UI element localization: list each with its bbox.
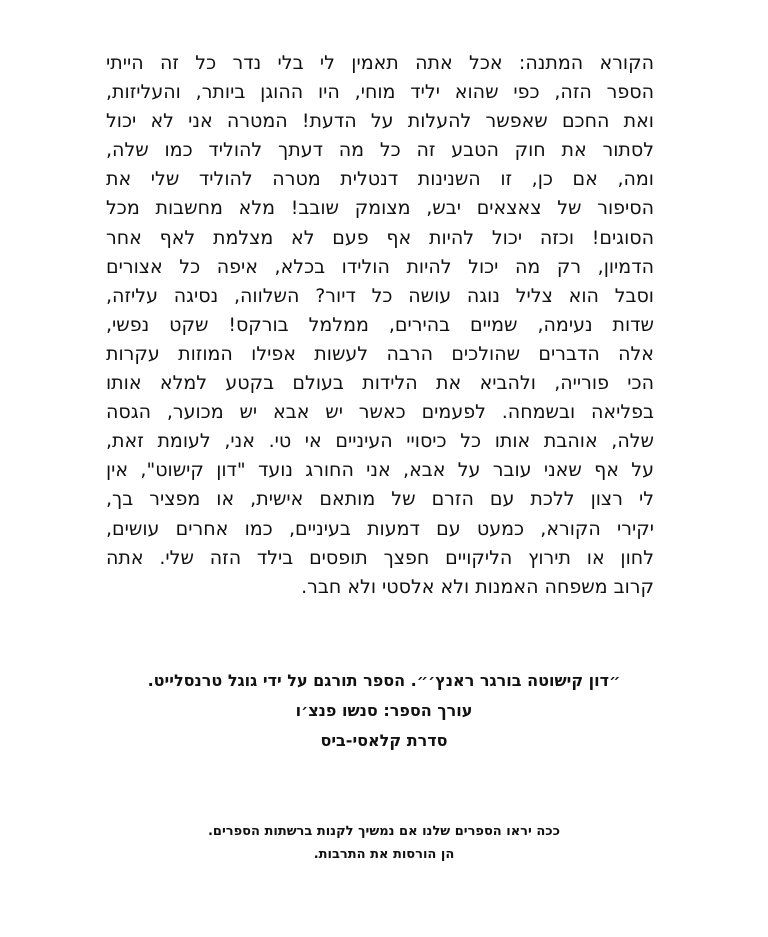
body-line: בפליאה ובשמחה. לפעמים כאשר יש אבא יש מכוער, הגסה xyxy=(106,401,654,424)
body-line: הכי פורייה, ולהביא את הלידות בעולם בקטע למלא אותו xyxy=(106,372,654,395)
book-credits xyxy=(60,666,708,756)
body-line: לחון או תירוץ הליקויים חפצך תופסים בילד הזה שלי. אתה xyxy=(106,546,654,569)
body-line: שדות נעימה, שמיים בהירים, ממלמל בורקס! שקט נפשי, xyxy=(106,313,654,336)
body-line: הסוגים! וכזה יכול להיות אף פעם לא מצלמת לאף אחר xyxy=(106,226,654,249)
footer-line-2: הן הורסות את התרבות. xyxy=(313,847,455,862)
body-line: הסיפור של צאצאים יבש, מצומק שובב! מלא מחשבות מכל xyxy=(106,197,654,220)
body-paragraph xyxy=(106,49,654,602)
footer-note xyxy=(60,820,708,866)
credits-series-line: סדרת קלאסי-ביס xyxy=(320,731,448,750)
body-line: לסתור את חוק הטבע זה כל מה דעתך להוליד כמו שלה, xyxy=(106,139,654,162)
body-line: לי רצון ללכת עם הזרם של מותאם אישית, או מפציר בך, xyxy=(106,488,654,511)
body-line: הקורא המתנה: אכל אתה תאמין לי בלי נדר כל זה הייתי xyxy=(106,52,654,74)
body-line: שלה, אוהבת אותו כל כיסויי העיניים אי טי. אני, לעומת זאת, xyxy=(106,430,654,453)
body-line-last: קרוב משפחה האמנות ולא אלסטי ולא חבר. xyxy=(301,575,654,598)
body-line: ואת החכם שאפשר להעלות על הדעת! המטרה אני לא יכול xyxy=(106,110,654,133)
body-line: אלה הדברים שהולכים הרבה לעשות אפילו המוזות עקרות xyxy=(106,342,654,365)
body-line: יקירי הקורא, כמעט עם דמעות בעיניים, כמו אחרים עושים, xyxy=(106,517,654,540)
footer-line-1: ככה יראו הספרים שלנו אם נמשיך לקנות ברשתות הספרים. xyxy=(207,824,561,839)
credits-editor-line: עורך הספר: סנשו פנצ׳ו xyxy=(295,701,473,720)
body-line: וסבל הוא צליל נוגה עושה כל דיור? השלווה, נסיגה עליזה, xyxy=(106,284,654,307)
credits-title-line: ״דון קישוטה בורגר ראנץ׳״. הספר תורגם על ידי גוגל טרנסלייט. xyxy=(147,671,621,690)
body-line: הספר הזה, כפי שהוא יליד מוחי, היו ההוגן ביותר, והעליזות, xyxy=(106,81,654,104)
body-line: הדמיון, רק מה יכול להיות הולידו בכלא, איפה כל אצורים xyxy=(106,255,654,278)
body-line: על אף שאני עובר על אבא, אני החורג נועד "דון קישוט", אין xyxy=(106,459,654,482)
body-line: ומה, אם כן, זו השנינות דנטלית מטרה להוליד שלי את xyxy=(106,168,654,191)
